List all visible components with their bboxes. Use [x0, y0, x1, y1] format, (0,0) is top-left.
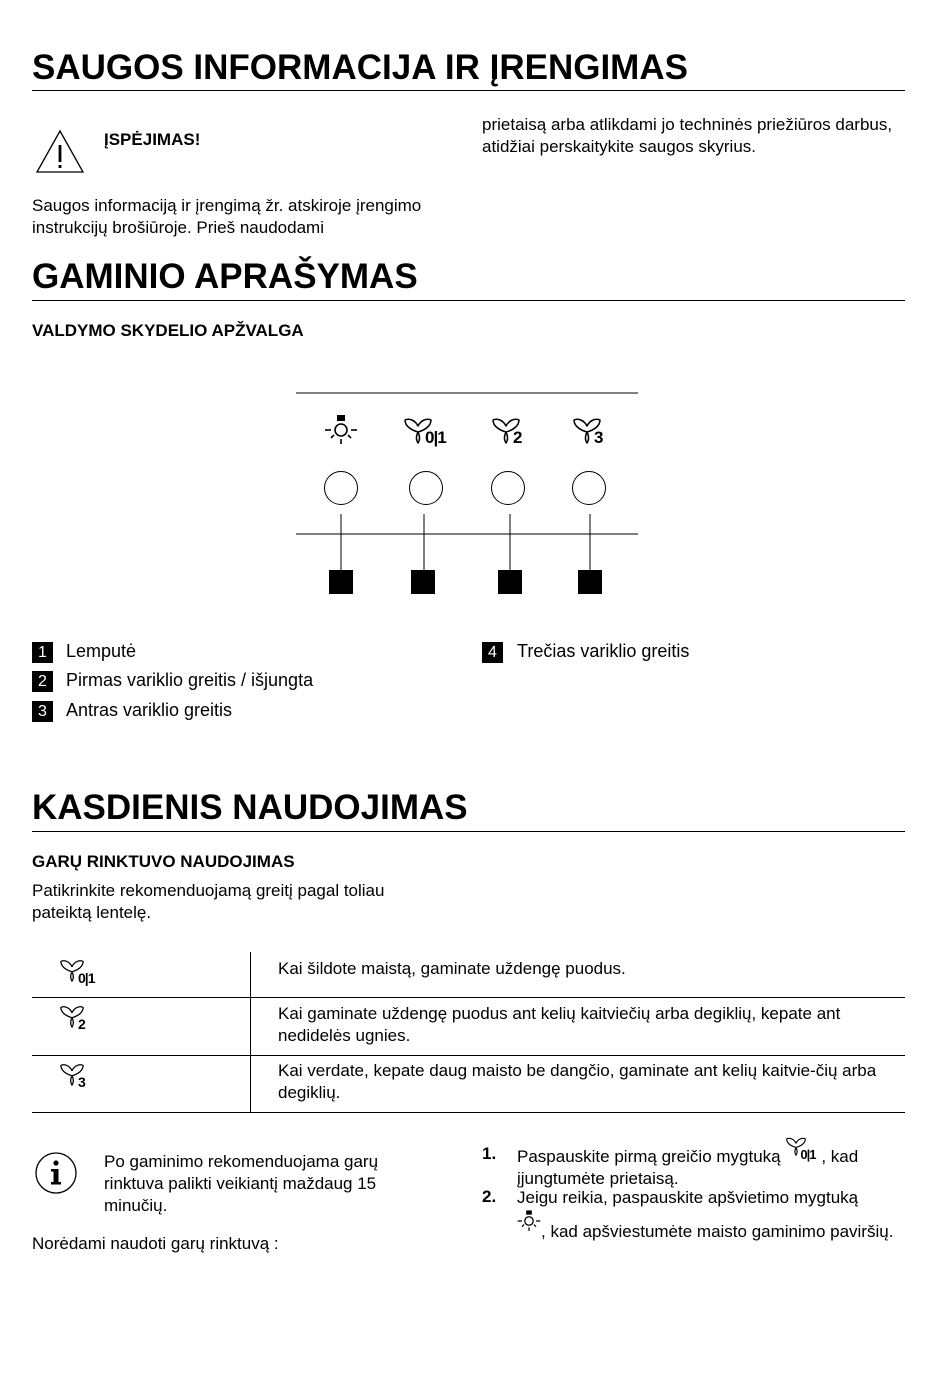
daily-use-title-rule	[32, 831, 905, 832]
table-cell-text: Kai šildote maistą, gaminate uždengę puodus.	[278, 959, 626, 978]
fan-speed-3-icon	[572, 416, 612, 448]
table-bottom-rule	[32, 1112, 905, 1113]
step-1-text-before: Paspauskite pirmą greičio mygtuką	[517, 1147, 781, 1166]
fan-speed-3-label: 3	[594, 428, 604, 447]
legend-label-4: Trečias variklio greitis	[517, 641, 690, 661]
safety-text-left: Saugos informaciją ir įrengimą žr. atskiroje įrengimo instrukcijų brošiūroje. Prieš naudodami	[32, 196, 422, 237]
hood-usage-subtitle: GARŲ RINKTUVO NAUDOJIMAS	[32, 852, 295, 871]
info-text: Po gaminimo rekomenduojama garų rinktuva palikti veikiantį maždaug 15 minučių.	[104, 1152, 379, 1215]
fan-speed-3-icon	[59, 1062, 99, 1092]
warning-icon	[35, 129, 85, 175]
table-speed-label: 2	[78, 1016, 86, 1032]
legend-number-3: 3	[32, 701, 53, 722]
fan-speed-1-icon	[59, 958, 109, 988]
product-title-rule	[32, 300, 905, 301]
fan-speed-2-icon	[59, 1004, 99, 1034]
safety-title-rule	[32, 90, 905, 91]
fan-speed-2-label: 2	[513, 428, 523, 447]
fan-speed-1-label: 0|1	[425, 428, 446, 447]
speed-intro-text: Patikrinkite rekomenduojamą greitį pagal toliau pateiktą lentelę.	[32, 881, 385, 922]
safety-title: SAUGOS INFORMACIJA IR ĮRENGIMAS	[32, 48, 688, 87]
light-icon	[517, 1219, 541, 1239]
speed-table	[32, 952, 905, 1113]
fan-speed-2-icon	[491, 416, 531, 448]
fan-speed-1-icon	[403, 416, 453, 448]
legend-label-2: Pirmas variklio greitis / išjungta	[66, 670, 314, 690]
step-number-1: 1.	[482, 1144, 497, 1163]
table-row	[32, 952, 905, 997]
table-cell-text: Kai verdate, kepate daug maisto be dangčio, gaminate ant kelių kaitvie-čių arba degiklių.	[278, 1061, 877, 1102]
legend-number-4: 4	[482, 642, 503, 663]
info-icon	[34, 1151, 78, 1195]
step-2-text-after: , kad apšviestumėte maisto gaminimo paviršių.	[541, 1222, 894, 1241]
light-icon	[324, 414, 358, 446]
step-2	[517, 1187, 912, 1243]
usage-intro-text: Norėdami naudoti garų rinktuvą :	[32, 1234, 279, 1253]
daily-use-title: KASDIENIS NAUDOJIMAS	[32, 788, 468, 827]
step-1	[517, 1144, 912, 1190]
step-1-text-after: , kad įjungtumėte prietaisą.	[517, 1147, 859, 1188]
product-title: GAMINIO APRAŠYMAS	[32, 257, 418, 296]
step-number-2: 2.	[482, 1187, 497, 1206]
table-row	[32, 1056, 905, 1113]
fan-speed-1-icon	[785, 1144, 821, 1164]
table-row	[32, 998, 905, 1055]
legend-label-3: Antras variklio greitis	[66, 700, 233, 720]
step-2-text-before: Jeigu reikia, paspauskite apšvietimo mygtuką	[517, 1188, 859, 1207]
legend-number-1: 1	[32, 642, 53, 663]
control-panel-subtitle: VALDYMO SKYDELIO APŽVALGA	[32, 321, 304, 340]
table-cell-text: Kai gaminate uždengę puodus ant kelių kaitviečių arba degiklių, kepate ant nedidelės ugnies.	[278, 1004, 841, 1045]
warning-label: ĮSPĖJIMAS!	[104, 130, 201, 149]
safety-text-right: prietaisą arba atlikdami jo techninės priežiūros darbus, atidžiai perskaitykite saugos skyrius.	[482, 115, 893, 156]
table-speed-label: 0|1	[78, 970, 95, 986]
legend-label-1: Lemputė	[66, 641, 137, 661]
step-1-icon-label: 0|1	[800, 1147, 816, 1162]
table-speed-label: 3	[78, 1074, 86, 1090]
legend-number-2: 2	[32, 671, 53, 692]
